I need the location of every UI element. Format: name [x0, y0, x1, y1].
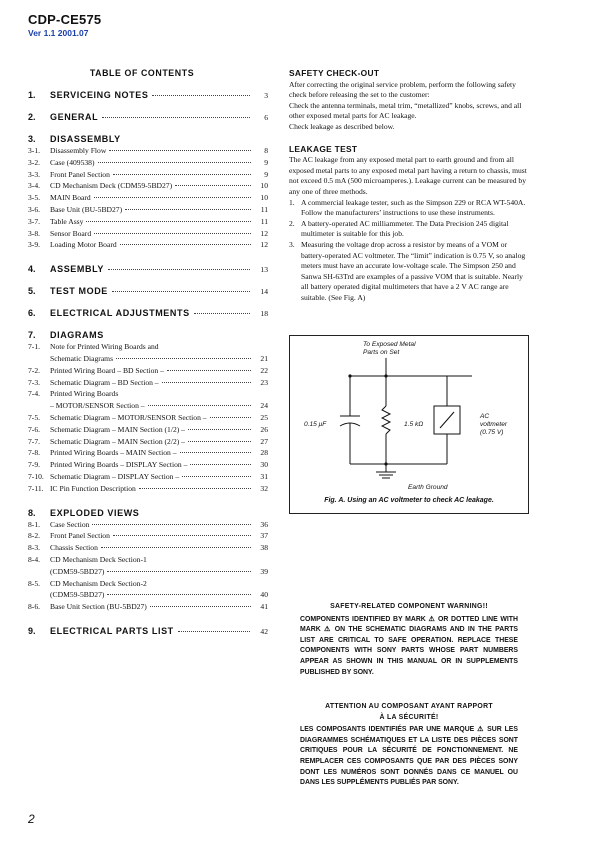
toc-section	[28, 158, 268, 170]
toc-chapter-title: TEST MODE	[50, 286, 108, 297]
toc-section-title: Schematic Diagram – MOTOR/SENSOR Section –	[50, 412, 207, 422]
warning-body: LES COMPOSANTS IDENTIFIÉS PAR UNE MARQUE ⚠ SUR LES DIAGRAMMES SCHÉMATIQUES ET LA LISTE DES PIÈCES SONT CRITIQUES POUR LA SÉCURITÉ DE FONCTIONNEMENT. NE REMPLACER CES COMPOSANTS QUE PAR DES PIÈCES SONY DONT LES NUMÉROS SONT DONNÉS DANS CE MANUEL OU DANS LES SUPPLÉMENTS PUBLIÉS PAR SONY.	[300, 726, 518, 787]
toc-section-title: Printed Wiring Board – BD Section –	[50, 365, 164, 375]
toc-section-number: 3-8.	[28, 228, 41, 238]
toc-section-title: Note for Printed Wiring Boards and	[50, 342, 159, 352]
toc-chapter-title: SERVICEING NOTES	[50, 90, 149, 100]
toc-section-title: MAIN Board	[50, 193, 91, 203]
toc-section	[28, 425, 268, 437]
figure-caption: Fig. A. Using an AC voltmeter to check AC leakage.	[324, 497, 494, 504]
toc-section-page: 24	[260, 401, 268, 411]
toc-section-page: 23	[260, 377, 268, 387]
toc-leader-dots	[94, 233, 251, 234]
toc-section-title: CD Mechanism Deck Section-1	[50, 554, 147, 564]
toc-section	[28, 217, 268, 229]
toc-leader-dots	[109, 150, 251, 151]
warning-title: À LA SÉCURITÉ!	[379, 713, 439, 721]
list-number: 3.	[289, 239, 295, 249]
toc-section-title: (CDM59-5BD27)	[50, 566, 105, 576]
toc-section-page: 9	[264, 169, 268, 179]
toc-section-number: 8-1.	[28, 519, 41, 529]
toc-chapter-title: GENERAL	[50, 112, 99, 122]
toc-chapter-title: ASSEMBLY	[50, 264, 104, 275]
toc-section	[28, 590, 268, 602]
toc-section-page: 10	[260, 193, 268, 203]
figure-top-label-line: Parts on Set	[363, 349, 400, 356]
toc-section	[28, 472, 268, 484]
toc-section-number: 8-5.	[28, 578, 41, 588]
toc-section	[28, 366, 268, 378]
voltmeter-label-line: (0.75 V)	[480, 429, 504, 436]
toc-leader-dots	[113, 535, 251, 536]
safety-warning-english	[300, 602, 518, 678]
leakage-heading: LEAKAGE TEST	[289, 143, 358, 154]
toc-section-title: CD Mechanism Deck Section-2	[50, 578, 147, 588]
toc-section-title: IC Pin Function Description	[50, 483, 136, 493]
leakage-intro: The AC leakage from any exposed metal part to earth ground and from all exposed metal parts to any exposed metal part having a return to chassis, must not exceed 0.5 mA (500 microamperes.). Leakage current can be measured by any one of three methods.	[289, 155, 527, 196]
toc-chapter-title: DISASSEMBLY	[50, 134, 121, 144]
toc-section-page: 37	[260, 531, 268, 541]
toc-leader-dots	[178, 631, 250, 632]
toc-leader-dots	[101, 547, 251, 548]
leakage-method	[289, 240, 529, 304]
toc-chapter-page: 14	[260, 287, 268, 297]
safety-heading: SAFETY CHECK-OUT	[289, 68, 380, 78]
toc-section	[28, 193, 268, 205]
toc-chapter-page: 13	[260, 265, 268, 275]
toc-chapter-number: 9.	[28, 625, 36, 636]
toc-chapter	[28, 308, 268, 318]
toc-section-number: 7-5.	[28, 412, 41, 422]
voltmeter-label-line: voltmeter	[480, 421, 508, 428]
toc-section-page: 41	[260, 602, 268, 612]
toc-section	[28, 342, 268, 354]
toc-section-number: 7-6.	[28, 424, 41, 434]
figure-top-label	[363, 341, 416, 357]
toc-section-title: Table Assy	[50, 216, 84, 226]
toc-section-page: 31	[260, 471, 268, 481]
junction-dot	[384, 374, 387, 377]
toc-section-page: 8	[264, 146, 268, 155]
toc-section	[28, 555, 268, 567]
toc-chapter	[28, 134, 268, 144]
toc-section	[28, 389, 268, 401]
toc-section-page: 28	[260, 448, 268, 458]
figure-a	[289, 335, 529, 514]
toc-section-title: Schematic Diagram – MAIN Section (1/2) –	[50, 424, 185, 434]
toc-section-page: 11	[260, 204, 268, 214]
toc-section-page: 9	[264, 157, 268, 167]
toc-section-title: CD Mechanism Deck (CDM59-5BD27)	[50, 181, 173, 191]
leakage-method	[289, 219, 529, 240]
toc-leader-dots	[125, 209, 251, 210]
toc-section	[28, 437, 268, 449]
toc-chapter-number: 4.	[28, 264, 36, 275]
toc-section-title: Loading Motor Board	[50, 240, 117, 250]
toc-section-page: 11	[260, 216, 268, 226]
toc-section-title: Printed Wiring Boards – DISPLAY Section –	[50, 460, 188, 470]
toc-section-title: Chassis Section	[50, 543, 98, 553]
toc-chapter-number: 2.	[28, 112, 36, 122]
toc-section-page: 22	[260, 365, 268, 375]
list-number: 2.	[289, 218, 295, 228]
toc-leader-dots	[120, 244, 251, 245]
toc-chapter	[28, 264, 268, 274]
toc-section	[28, 413, 268, 425]
toc-chapter	[28, 508, 268, 518]
toc-leader-dots	[116, 358, 251, 359]
leakage-method	[289, 198, 529, 219]
toc-leader-dots	[190, 464, 251, 465]
toc-section	[28, 354, 268, 366]
toc-section-number: 8-3.	[28, 543, 41, 553]
toc-section-page: 21	[260, 353, 268, 363]
toc-leader-dots	[194, 313, 250, 314]
toc-section-number: 7-10.	[28, 471, 44, 481]
toc-leader-dots	[139, 488, 251, 489]
toc-leader-dots	[102, 117, 250, 118]
toc-section-page: 26	[260, 424, 268, 434]
toc-leader-dots	[113, 174, 251, 175]
toc-section-number: 7-11.	[28, 483, 44, 493]
toc-section-title: Schematic Diagram – MAIN Section (2/2) –	[50, 436, 185, 446]
toc-section-page: 32	[260, 483, 268, 493]
toc-leader-dots	[175, 185, 251, 186]
toc-section-number: 7-7.	[28, 436, 41, 446]
toc-section	[28, 448, 268, 460]
toc-leader-dots	[182, 476, 251, 477]
toc-section-title: Schematic Diagram – DISPLAY Section –	[50, 471, 180, 481]
toc-chapter-title: EXPLODED VIEWS	[50, 507, 140, 518]
toc-section-page: 10	[260, 181, 268, 191]
toc-section-page: 30	[260, 460, 268, 470]
toc-section-number: 3-3.	[28, 169, 41, 179]
toc-leader-dots	[98, 162, 252, 163]
toc-chapter	[28, 90, 268, 100]
safety-paragraph: Check the antenna terminals, metal trim, “metallized” knobs, screws, and all other exposed metal parts for AC leakage.	[289, 100, 522, 121]
toc-section-number: 7-9.	[28, 460, 41, 470]
safety-paragraph: After correcting the original service problem, perform the following safety check before releasing the set to the customer:	[289, 79, 516, 100]
safety-warning-french	[300, 702, 518, 789]
toc-section-number: 3-5.	[28, 193, 41, 203]
toc-chapter-page: 18	[260, 309, 268, 319]
safety-paragraph: Check leakage as described below.	[289, 121, 395, 131]
toc-leader-dots	[188, 429, 251, 430]
toc-body	[28, 90, 268, 636]
toc-section-number: 3-4.	[28, 181, 41, 191]
toc-section-number: 7-3.	[28, 377, 41, 387]
toc-section	[28, 484, 268, 496]
toc-section-page: 12	[260, 240, 268, 250]
toc-chapter-number: 7.	[28, 330, 36, 341]
warning-title: SAFETY-RELATED COMPONENT WARNING!!	[330, 603, 488, 610]
toc-chapter-page: 42	[260, 626, 268, 636]
toc-leader-dots	[107, 571, 251, 572]
toc-leader-dots	[94, 197, 251, 198]
toc-leader-dots	[210, 417, 251, 418]
toc-leader-dots	[92, 524, 251, 525]
toc-title: TABLE OF CONTENTS	[89, 68, 195, 78]
toc-chapter-title: ELECTRICAL ADJUSTMENTS	[50, 308, 190, 319]
voltmeter-label	[480, 413, 507, 437]
toc-section-page: 36	[260, 519, 268, 529]
toc-section	[28, 170, 268, 182]
toc-section	[28, 567, 268, 579]
toc-leader-dots	[150, 606, 251, 607]
toc-leader-dots	[188, 441, 251, 442]
toc-chapter-page: 6	[264, 113, 268, 122]
toc-section-page: 25	[260, 412, 268, 422]
toc-section-number: 7-2.	[28, 365, 41, 375]
toc-leader-dots	[107, 594, 251, 595]
toc-section	[28, 579, 268, 591]
toc-chapter-number: 8.	[28, 507, 36, 518]
toc-section	[28, 531, 268, 543]
version-label: Ver 1.1 2001.07	[28, 28, 89, 38]
figure-top-label-line: To Exposed Metal	[363, 341, 416, 348]
page-number: 2	[28, 812, 35, 826]
toc-section-number: 8-6.	[28, 602, 41, 612]
toc-section-title: (CDM59-5BD27)	[50, 590, 105, 600]
junction-dot	[384, 462, 387, 465]
warning-title: ATTENTION AU COMPOSANT AYANT RAPPORT	[325, 703, 493, 710]
toc-section	[28, 460, 268, 472]
model-title: CDP-CE575	[28, 12, 102, 27]
toc-section-title: Case (409538)	[50, 157, 95, 167]
toc-section-number: 3-9.	[28, 240, 41, 250]
toc-section-number: 3-2.	[28, 157, 41, 167]
table-of-contents	[28, 68, 268, 636]
voltmeter-label-line: AC	[480, 413, 490, 420]
toc-chapter-number: 5.	[28, 286, 36, 297]
toc-chapter	[28, 112, 268, 122]
toc-section-page: 39	[260, 566, 268, 576]
toc-section-title: Base Unit (BU-5BD27)	[50, 204, 123, 214]
toc-section-number: 7-4.	[28, 389, 41, 399]
toc-chapter	[28, 330, 268, 340]
toc-chapter-title: DIAGRAMS	[50, 330, 104, 341]
toc-section	[28, 181, 268, 193]
toc-section	[28, 205, 268, 217]
toc-chapter	[28, 286, 268, 296]
toc-section-page: 27	[260, 436, 268, 446]
toc-section	[28, 378, 268, 390]
toc-section-title: Schematic Diagram – BD Section –	[50, 377, 159, 387]
toc-section-number: 7-1.	[28, 342, 41, 352]
toc-section-title: Printed Wiring Boards – MAIN Section –	[50, 448, 177, 458]
toc-section	[28, 146, 268, 158]
toc-chapter-number: 6.	[28, 308, 36, 319]
toc-section-number: 8-2.	[28, 531, 41, 541]
toc-section-page: 38	[260, 543, 268, 553]
toc-section-title: Printed Wiring Boards	[50, 389, 119, 399]
toc-section-title: Front Panel Section	[50, 531, 110, 541]
list-number: 1.	[289, 197, 295, 207]
toc-section	[28, 602, 268, 614]
toc-chapter	[28, 626, 268, 636]
toc-section-number: 3-7.	[28, 216, 41, 226]
toc-section-title: Sensor Board	[50, 228, 92, 238]
toc-section-number: 7-8.	[28, 448, 41, 458]
toc-chapter-title: ELECTRICAL PARTS LIST	[50, 625, 174, 636]
list-text: A battery-operated AC milliammeter. The Data Precision 245 digital multimeter is suitable for this job.	[301, 218, 509, 239]
toc-section-title: Front Panel Section	[50, 169, 110, 179]
toc-section-title: – MOTOR/SENSOR Section –	[50, 401, 145, 411]
toc-section	[28, 240, 268, 252]
toc-chapter-page: 3	[264, 91, 268, 100]
toc-leader-dots	[112, 291, 250, 292]
capacitor-label: 0.15 μF	[304, 421, 327, 428]
junction-dot	[348, 374, 351, 377]
toc-section	[28, 520, 268, 532]
toc-leader-dots	[86, 221, 251, 222]
toc-section	[28, 229, 268, 241]
toc-section-number: 8-4.	[28, 554, 41, 564]
list-text: Measuring the voltage drop across a resistor by means of a VOM or battery-operated AC voltmeter. The “limit” indication is 0.75 V, so analog meters must have an accurate low-voltage scale. The Simpson 250 and Sanwa SH-63Trd are examples of a passive VOM that is suitable. Nearly all battery operated digital multimeters that have a 2 V AC range are suitable. (See Fig. A)	[301, 239, 526, 302]
toc-section-page: 40	[260, 590, 268, 600]
toc-section-title: Case Section	[50, 519, 90, 529]
toc-chapter-number: 1.	[28, 90, 36, 100]
toc-section-title: Disassembly Flow	[50, 146, 107, 155]
toc-leader-dots	[180, 452, 251, 453]
list-text: A commercial leakage tester, such as the Simpson 229 or RCA WT-540A. Follow the manufacturers’ instructions to use these instruments.	[301, 197, 526, 218]
warning-body: COMPONENTS IDENTIFIED BY MARK ⚠ OR DOTTED LINE WITH MARK ⚠ ON THE SCHEMATIC DIAGRAMS AND IN THE PARTS LIST ARE CRITICAL TO SAFE OPERATION. REPLACE THESE COMPONENTS WITH SONY PARTS WHOSE PART NUMBERS APPEAR AS SHOWN IN THIS MANUAL OR IN SUPPLEMENTS PUBLISHED BY SONY.	[300, 615, 518, 676]
toc-section	[28, 543, 268, 555]
toc-leader-dots	[148, 405, 251, 406]
toc-leader-dots	[152, 95, 250, 96]
ground-label: Earth Ground	[408, 484, 448, 491]
toc-section-number: 3-6.	[28, 204, 41, 214]
toc-section	[28, 401, 268, 413]
resistor-label: 1.5 kΩ	[404, 421, 424, 428]
toc-section-number: 3-1.	[28, 146, 41, 155]
safety-column	[289, 68, 529, 303]
toc-leader-dots	[108, 269, 250, 270]
toc-section-title: Base Unit Section (BU-5BD27)	[50, 602, 147, 612]
toc-leader-dots	[167, 370, 251, 371]
toc-leader-dots	[162, 382, 251, 383]
toc-section-page: 12	[260, 228, 268, 238]
toc-chapter-number: 3.	[28, 134, 36, 144]
toc-section-title: Schematic Diagrams	[50, 353, 114, 363]
